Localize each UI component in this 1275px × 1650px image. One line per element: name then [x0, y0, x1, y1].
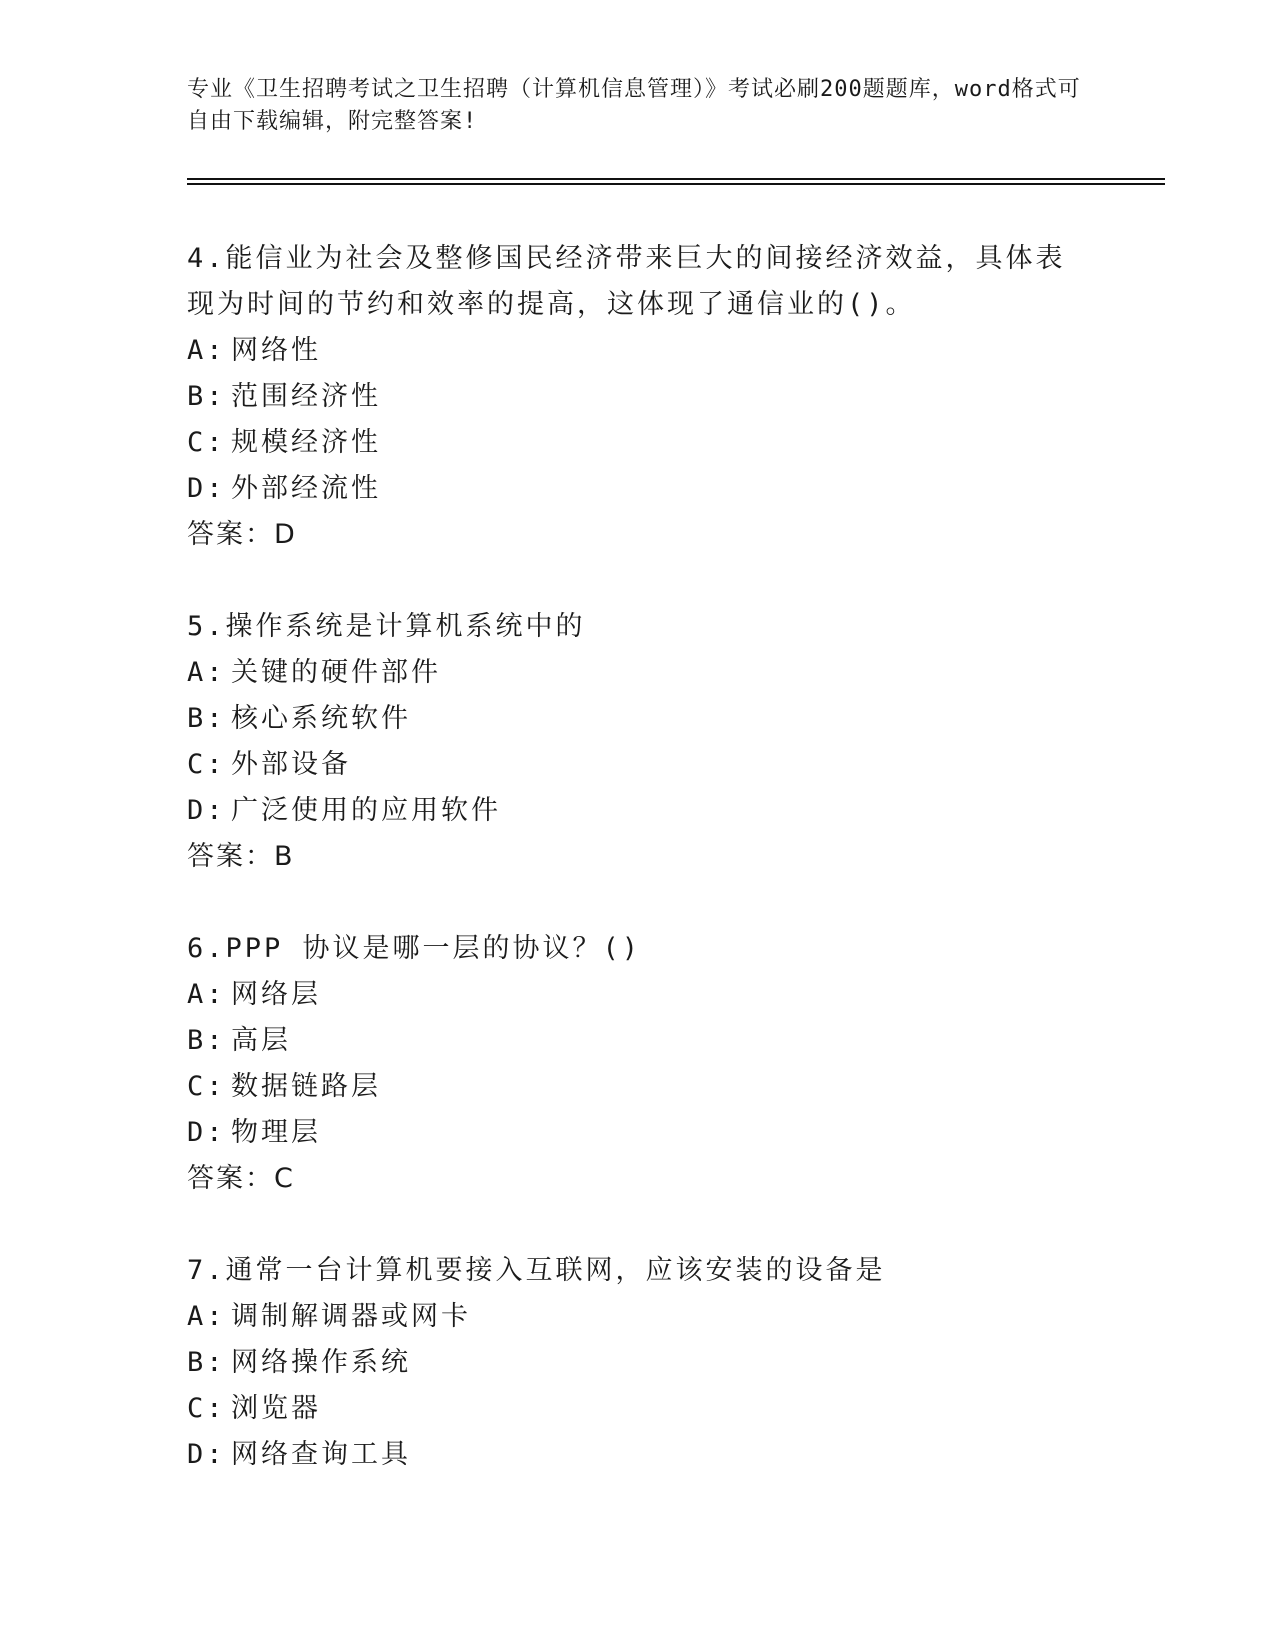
option-letter: A:: [187, 979, 226, 1010]
option-text: 规模经济性: [231, 427, 381, 458]
answer-line: 答案：D: [187, 519, 297, 550]
option-b: [187, 374, 1167, 420]
option-d: [187, 466, 1167, 512]
option-d: [187, 788, 1167, 834]
option-a: [187, 1294, 1167, 1340]
question-text: 7.通常一台计算机要接入互联网，应该安装的设备是: [187, 1255, 886, 1286]
option-text: 网络查询工具: [231, 1439, 411, 1470]
question-text: 4.能信业为社会及整修国民经济带来巨大的间接经济效益，具体表现为时间的节约和效率的提高，这体现了通信业的()。: [187, 243, 1066, 320]
option-d: [187, 1110, 1167, 1156]
option-text: 范围经济性: [231, 381, 381, 412]
answer-line: 答案：C: [187, 1163, 295, 1194]
option-text: 关键的硬件部件: [231, 657, 441, 688]
option-c: [187, 1064, 1167, 1110]
option-text: 广泛使用的应用软件: [231, 795, 501, 826]
option-letter: D:: [187, 1439, 226, 1470]
option-letter: C:: [187, 749, 226, 780]
document-header: 专业《卫生招聘考试之卫生招聘（计算机信息管理）》考试必刷200题题库，word格式可自由下载编辑，附完整答案!: [187, 77, 1081, 134]
option-letter: C:: [187, 1393, 226, 1424]
option-letter: D:: [187, 473, 226, 504]
option-text: 核心系统软件: [231, 703, 411, 734]
option-letter: B:: [187, 1025, 226, 1056]
question-item: [187, 1248, 1167, 1478]
option-letter: D:: [187, 795, 226, 826]
option-text: 浏览器: [231, 1393, 321, 1424]
option-b: [187, 1340, 1167, 1386]
question-list: [187, 236, 1167, 1524]
option-b: [187, 1018, 1167, 1064]
option-text: 网络操作系统: [231, 1347, 411, 1378]
option-letter: C:: [187, 427, 226, 458]
option-text: 数据链路层: [231, 1071, 381, 1102]
option-letter: B:: [187, 703, 226, 734]
option-letter: A:: [187, 1301, 226, 1332]
option-c: [187, 420, 1167, 466]
option-text: 外部经流性: [231, 473, 381, 504]
question-item: [187, 604, 1167, 880]
option-c: [187, 742, 1167, 788]
option-a: [187, 650, 1167, 696]
option-b: [187, 696, 1167, 742]
option-letter: A:: [187, 335, 226, 366]
option-text: 物理层: [231, 1117, 321, 1148]
option-c: [187, 1386, 1167, 1432]
option-text: 高层: [231, 1025, 291, 1056]
answer-line: 答案：B: [187, 841, 295, 872]
option-a: [187, 972, 1167, 1018]
option-text: 外部设备: [231, 749, 351, 780]
option-text: 网络层: [231, 979, 321, 1010]
option-letter: A:: [187, 657, 226, 688]
option-d: [187, 1432, 1167, 1478]
header-divider: [187, 178, 1165, 185]
option-a: [187, 328, 1167, 374]
option-letter: B:: [187, 381, 226, 412]
question-text: 5.操作系统是计算机系统中的: [187, 611, 586, 642]
question-item: [187, 236, 1167, 558]
option-letter: C:: [187, 1071, 226, 1102]
question-text: 6.PPP 协议是哪一层的协议？(): [187, 933, 642, 964]
option-letter: D:: [187, 1117, 226, 1148]
option-text: 网络性: [231, 335, 321, 366]
question-item: [187, 926, 1167, 1202]
option-letter: B:: [187, 1347, 226, 1378]
option-text: 调制解调器或网卡: [231, 1301, 471, 1332]
